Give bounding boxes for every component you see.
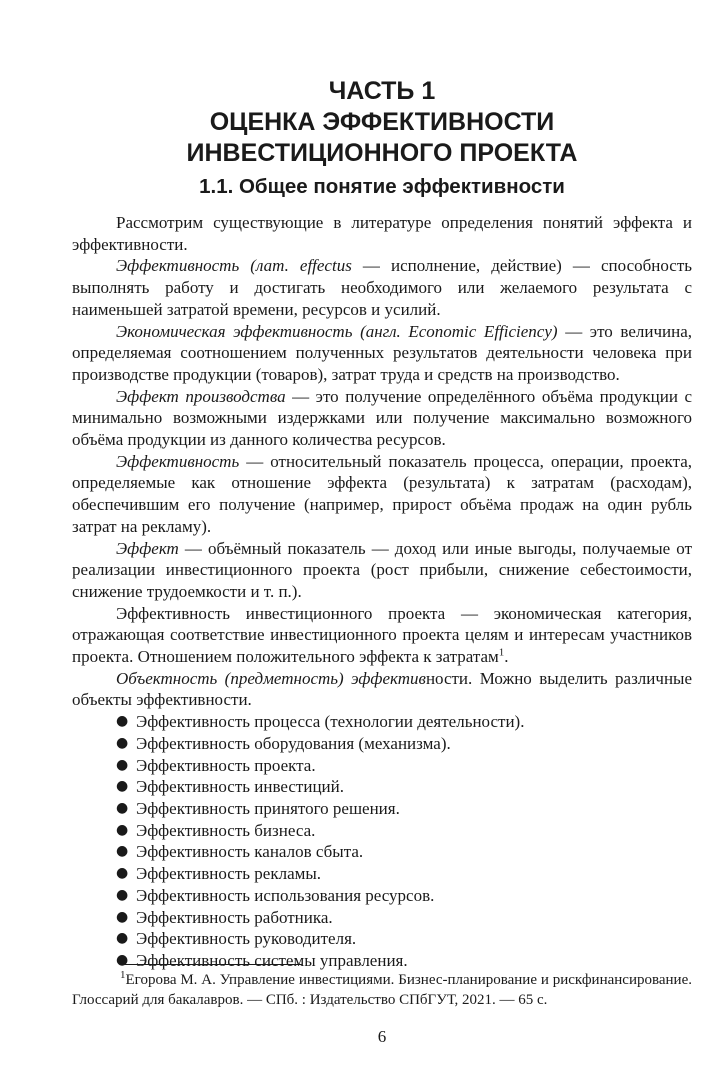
paragraph-definition-efficiency (72, 255, 692, 320)
paragraph-intro: Рассмотрим существующие в литературе определения понятий эффекта и эффективности. (72, 213, 692, 254)
term: Объектность (предметность) эффектив (116, 668, 426, 688)
bullet-icon: ● (116, 821, 129, 838)
bullet-icon: ● (116, 930, 129, 947)
etymology: (лат. effectus (250, 256, 352, 276)
bullet-icon: ● (116, 843, 129, 860)
paragraph-definition-efficiency-relative (72, 451, 692, 538)
definition-text: — относительный показатель процесса, операции, проекта, определяемые как отношение эффекта (результата) к затратам (расходам), обеспечившим его получение (например, прирост объёма продаж на один рубль затрат на рекламу). (72, 451, 693, 536)
footnote-divider (120, 964, 302, 965)
list-item-text: Эффективность проекта. (136, 755, 316, 775)
footnote-reference: 1 (498, 646, 505, 659)
paragraph-definition-effect (72, 538, 692, 603)
list-item-text: Эффективность каналов сбыта. (136, 842, 364, 862)
footnote-text (72, 970, 692, 1010)
paragraph-definition-economic-efficiency (72, 321, 692, 386)
list-item-text: Эффективность использования ресурсов. (136, 885, 435, 905)
list-item-text: Эффективность инвестиций. (136, 777, 344, 797)
etymology: (англ. Economic Efficiency) (360, 321, 558, 341)
term: Эффективность (116, 451, 240, 471)
bullet-icon: ● (116, 908, 129, 925)
list-item (72, 798, 692, 820)
bullet-icon: ● (116, 865, 129, 882)
section-heading: 1.1. Общее понятие эффективности (199, 175, 565, 198)
term: Эффект (116, 538, 179, 558)
definition-text: — это величина, определяемая соотношением полученных результатов деятельности человека при производстве продукции (товаров), затрат труда и средств на производство. (72, 321, 693, 384)
list-item (72, 885, 692, 907)
footnote-mark: 1 (120, 969, 126, 981)
sentence-end: . (504, 647, 509, 667)
definition-text: ности. Можно выделить различные объекты эффективности. (72, 668, 693, 710)
list-item (72, 907, 692, 929)
bullet-icon: ● (116, 951, 129, 968)
chapter-title-line-2: ИНВЕСТИЦИОННОГО ПРОЕКТА (186, 139, 578, 167)
list-item (72, 776, 692, 798)
paragraph-objectness (72, 668, 692, 711)
part-label: ЧАСТЬ 1 (328, 77, 436, 105)
definition-text: — объёмный показатель — доход или иные выгоды, получаемые от реализации инвестиционного проекта (рост прибыли, снижение себестоимости, снижение трудоемкости и т. п.). (72, 538, 693, 601)
term: Эффект производства (116, 386, 286, 406)
footnote (72, 970, 692, 1010)
list-item-text: Эффективность бизнеса. (136, 820, 316, 840)
paragraph-project-efficiency (72, 603, 692, 668)
list-item (72, 950, 692, 972)
bullet-icon: ● (116, 799, 129, 816)
list-item-text: Эффективность оборудования (механизма). (136, 733, 451, 753)
definition-text: Эффективность инвестиционного проекта — экономическая категория, отражающая соответствие инвестиционного проекта целям и интересам участников проекта. Отношением положительного эффекта к затратам (72, 603, 692, 667)
bullet-icon: ● (116, 734, 129, 751)
list-item-text: Эффективность работника. (136, 907, 333, 927)
list-item-text: Эффективность системы управления. (136, 950, 408, 970)
term: Эффективность (116, 256, 240, 276)
list-item-text: Эффективность процесса (технологии деятельности). (136, 712, 525, 732)
list-item-text: Эффективность руководителя. (136, 929, 357, 949)
paragraph-definition-production-effect (72, 386, 692, 451)
efficiency-objects-list (72, 711, 692, 971)
chapter-title-line-1: ОЦЕНКА ЭФФЕКТИВНОСТИ (209, 108, 555, 136)
list-item (72, 733, 692, 755)
term: Экономическая эффективность (116, 321, 353, 341)
bullet-icon: ● (116, 713, 129, 730)
list-item (72, 928, 692, 950)
list-item-text: Эффективность рекламы. (136, 864, 322, 884)
list-item-text: Эффективность принятого решения. (136, 798, 400, 818)
bullet-icon: ● (116, 778, 129, 795)
definition-text: — это получение определённого объёма продукции с минимально возможными издержками или получение максимально возможного объёма продукции из данного количества ресурсов. (72, 386, 693, 450)
list-item (72, 755, 692, 777)
list-item (72, 820, 692, 842)
definition-text: — исполнение, действие) — способность выполнять работу и достигать необходимого или желаемого результата с наименьшей затратой времени, ресурсов и усилий. (72, 256, 693, 319)
page-number: 6 (377, 1027, 387, 1046)
list-item (72, 711, 692, 733)
footnote-citation: Егорова М. А. Управление инвестициями. Бизнес-планирование и рискфинансирование. Глоссарий для бакалавров. — СПб. : Издательство СПбГУТ, 2021. — 65 с. (72, 972, 692, 1008)
bullet-icon: ● (116, 756, 129, 773)
list-item (72, 863, 692, 885)
bullet-icon: ● (116, 886, 129, 903)
list-item (72, 841, 692, 863)
main-text (72, 212, 692, 972)
